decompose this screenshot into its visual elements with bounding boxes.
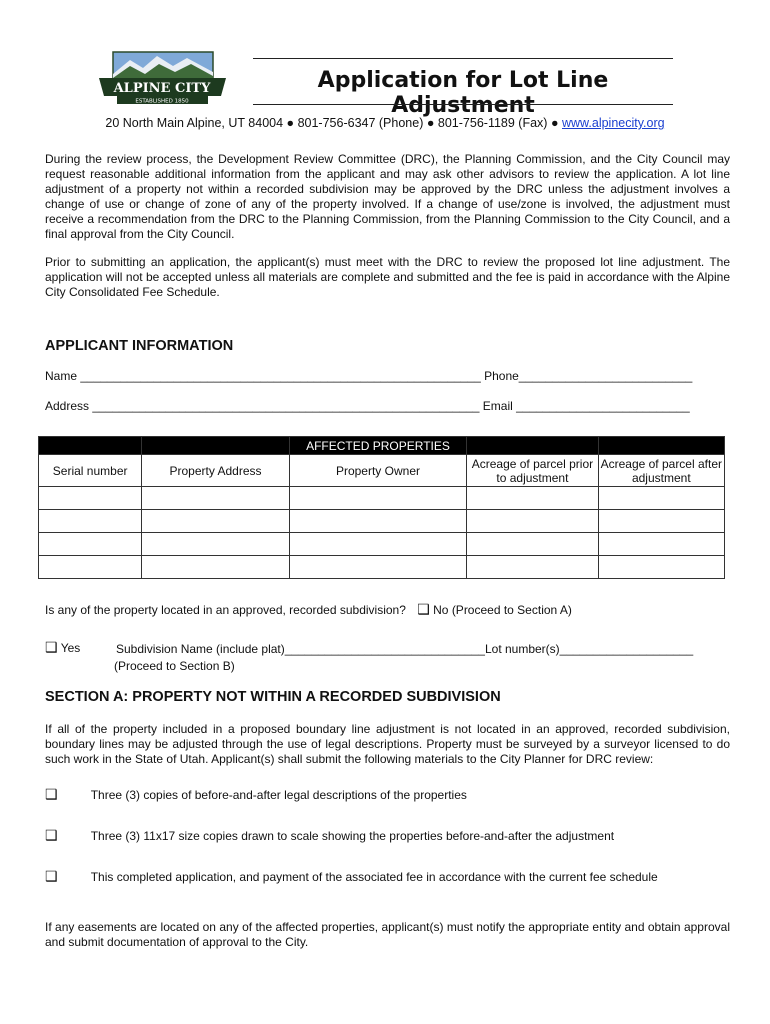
yes-checkbox[interactable]: ❑ xyxy=(45,639,58,655)
phone-text: 801-756-6347 (Phone) xyxy=(297,116,424,130)
checklist-checkbox-1[interactable]: ❑ xyxy=(45,786,58,802)
checklist-label-3: This completed application, and payment of the associated fee in accordance with the current fee schedule xyxy=(90,870,658,884)
page-title: Application for Lot Line Adjustment xyxy=(317,68,609,118)
bullet-3: ● xyxy=(550,116,559,130)
intro-paragraph-2: Prior to submitting an application, the applicant(s) must meet with the DRC to review the proposed lot line adjustment. The application will not be accepted unless all materials are complete and submitted and the fee is paid in accordance with the Alpine City Consolidated Fee Schedule. xyxy=(45,255,730,299)
checklist-item xyxy=(45,870,658,884)
title-rule-top xyxy=(253,58,673,59)
table-row[interactable] xyxy=(39,487,725,510)
title-rule-bottom xyxy=(253,104,673,105)
fax-text: 801-756-1189 (Fax) xyxy=(437,116,548,130)
checklist-checkbox-3[interactable]: ❑ xyxy=(45,868,58,884)
address-text: 20 North Main Alpine, UT 84004 xyxy=(105,116,284,130)
checklist-item xyxy=(45,788,467,802)
subdivision-question-line xyxy=(45,603,572,617)
affected-properties-table xyxy=(38,436,725,579)
table-row[interactable] xyxy=(39,556,725,579)
logo-name-text: ALPINE CITY xyxy=(113,81,211,96)
address-email-field[interactable]: Address __________________________________________________________ Email __________________________ xyxy=(45,399,690,413)
table-title: AFFECTED PROPERTIES xyxy=(289,437,467,455)
website-link[interactable]: www.alpinecity.org xyxy=(562,116,665,130)
col-property-owner: Property Owner xyxy=(289,455,467,487)
col-property-address: Property Address xyxy=(142,455,289,487)
alpine-city-logo xyxy=(95,48,230,106)
col-acreage-after: Acreage of parcel after adjustment xyxy=(598,455,724,487)
subdivision-question: Is any of the property located in an approved, recorded subdivision? xyxy=(45,603,406,617)
yes-label: Yes xyxy=(60,641,81,655)
bullet-1: ● xyxy=(286,116,295,130)
checklist-item xyxy=(45,829,614,843)
table-title-row xyxy=(39,437,725,455)
easements-note: If any easements are located on any of the affected properties, applicant(s) must notify the appropriate entity and obtain approval and submit documentation of approval to the City. xyxy=(45,920,730,949)
subdivision-name-field[interactable]: Subdivision Name (include plat)______________________________Lot number(s)____________________ xyxy=(116,642,694,656)
proceed-section-b: (Proceed to Section B) xyxy=(114,659,235,673)
checklist-label-1: Three (3) copies of before-and-after legal descriptions of the properties xyxy=(90,788,467,802)
col-acreage-prior: Acreage of parcel prior to adjustment xyxy=(467,455,598,487)
contact-line xyxy=(40,116,730,130)
checklist-label-2: Three (3) 11x17 size copies drawn to scale showing the properties before-and-after the adjustment xyxy=(90,829,615,843)
section-a-intro: If all of the property included in a proposed boundary line adjustment is not located in an approved, recorded subdivision, boundary lines may be adjusted through the use of legal descriptions. Property must be surveyed by a surveyor licensed to do such work in the State of Utah. Applicant(s) shall submit the following materials to the City Planner for DRC review: xyxy=(45,722,730,766)
bullet-2: ● xyxy=(426,116,435,130)
name-phone-field[interactable]: Name ____________________________________________________________ Phone__________________________ xyxy=(45,369,693,383)
section-a-heading: SECTION A: PROPERTY NOT WITHIN A RECORDED SUBDIVISION xyxy=(45,689,501,705)
table-row[interactable] xyxy=(39,510,725,533)
no-checkbox[interactable]: ❑ xyxy=(417,601,430,617)
table-header-row xyxy=(39,455,725,487)
yes-option xyxy=(45,641,80,655)
logo-established-text: ESTABLISHED 1850 xyxy=(135,98,189,105)
checklist-checkbox-2[interactable]: ❑ xyxy=(45,827,58,843)
applicant-heading: APPLICANT INFORMATION xyxy=(45,338,234,354)
table-row[interactable] xyxy=(39,533,725,556)
intro-paragraph-1: During the review process, the Development Review Committee (DRC), the Planning Commission, and the City Council may request reasonable additional information from the applicant and may ask other advisors to review the application. A lot line adjustment of a property not within a recorded subdivision may be approved by the DRC unless the adjustment involves a change of use or change of zone of any of the property involved. If a change of use/zone is involved, the adjustment must receive a recommendation from the DRC to the Planning Commission, from the Planning Commission to the City Council, and a final approval from the City Council. xyxy=(45,152,730,241)
col-serial-number: Serial number xyxy=(39,455,142,487)
no-label: No (Proceed to Section A) xyxy=(433,603,572,617)
